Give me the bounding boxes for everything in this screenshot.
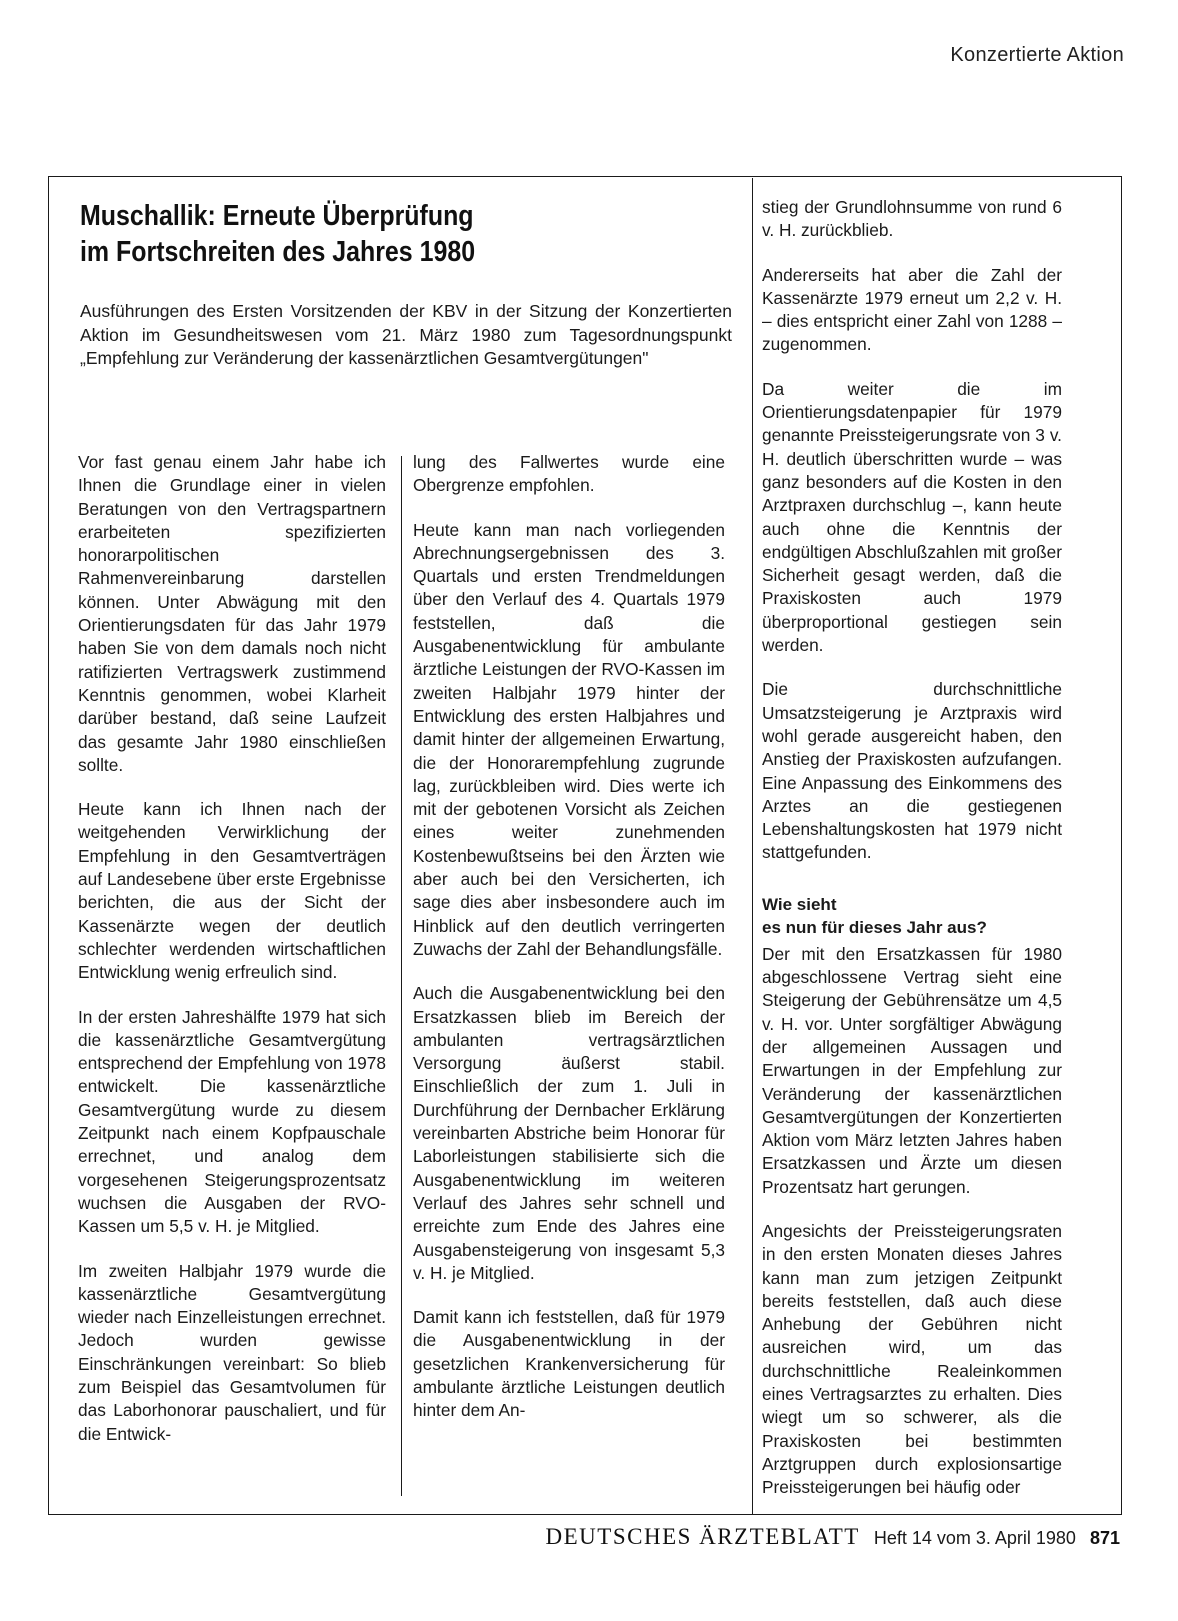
paragraph: stieg der Grundlohnsumme von rund 6 v. H. zurückblieb. <box>762 197 1062 241</box>
title-line-2: im Fortschreiten des Jahres 1980 <box>80 236 476 268</box>
article-title <box>80 198 630 270</box>
issue-info: Heft 14 vom 3. April 1980 <box>873 1528 1076 1548</box>
paragraph: Angesichts der Preissteigerungsraten in den ersten Monaten dieses Jahres kann man zum jetzigen Zeitpunkt bereits feststellen, daß auch diese Anhebung der Gebühren nicht ausreichen wird, um das durchschnittliche Realeinkommen eines Vertragsarztes zu erhalten. Dies wiegt um so schwerer, als die Praxiskosten bei bestimmten Arztgruppen durch explosionsartige Preissteigerungen bei häufig oder <box>762 1220 1062 1498</box>
paragraph: Im zweiten Halbjahr 1979 wurde die kassenärztliche Gesamtvergütung wieder nach Einzelleistungen errechnet. Jedoch wurden gewisse Einschränkungen vereinbart: So blieb zum Beispiel das Gesamtvolumen für das Laborhonorar pauschaliert, und für die Entwick- <box>78 1260 386 1444</box>
title-line-1: Muschallik: Erneute Überprüfung <box>80 200 474 232</box>
paragraph: Auch die Ausgabenentwicklung bei den Ersatzkassen blieb im Bereich der ambulanten vertragsärztlichen Versorgung äußerst stabil. Einschließlich der zum 1. Juli in Durchführung der Dernbacher Erklärung vereinbarten Abstriche beim Honorar für Laborleistungen stabilisierte sich die Ausgabenentwicklung im weiteren Verlauf des Jahres sehr schnell und erreichte zum Ende des Jahres eine Ausgabensteigerung von insgesamt 5,3 v. H. je Mitglied. <box>413 983 725 1283</box>
section-label: Konzertierte Aktion <box>950 44 1124 66</box>
subheading <box>762 893 1062 939</box>
paragraph: Andererseits hat aber die Zahl der Kassenärzte 1979 erneut um 2,2 v. H. – dies entspricht einer Zahl von 1288 – zugenommen. <box>762 264 1062 355</box>
article-lead: Ausführungen des Ersten Vorsitzenden der KBV in der Sitzung der Konzertierten Aktion im Gesundheitswesen vom 21. März 1980 zum Tagesordnungspunkt „Empfehlung zur Veränderung der kassenärztlichen Gesamtvergütungen" <box>80 301 732 368</box>
page-number: 871 <box>1089 1528 1120 1548</box>
paragraph: Heute kann man nach vorliegenden Abrechnungsergebnissen des 3. Quartals und ersten Trendmeldungen über den Verlauf des 4. Quartals 1979 feststellen, daß die Ausgabenentwicklung für ambulante ärztliche Leistungen der RVO-Kassen im zweiten Halbjahr 1979 hinter der Entwicklung des ersten Halbjahres und damit hinter der allgemeinen Erwartung, die der Honorarempfehlung zugrunde lag, zurückbleiben wird. Dies werte ich mit der gebotenen Vorsicht als Zeichen eines weiter zunehmenden Kostenbewußtseins bei den Ärzten wie aber auch bei den Versicherten, ich sage dies aber insbesondere auch im Hinblick auf den deutlich verringerten Zuwachs der Zahl der Behandlungsfälle. <box>413 519 725 959</box>
paragraph: Die durchschnittliche Umsatzsteigerung je Arztpraxis wird wohl gerade ausgereicht haben, den Anstieg der Praxiskosten aufzufangen. Eine Anpassung des Einkommens des Arztes an die gestiegenen Lebenshaltungskosten hat 1979 nicht stattgefunden. <box>762 679 1062 863</box>
text-column-2 <box>413 451 725 1444</box>
journal-name: DEUTSCHES ÄRZTEBLATT <box>545 1524 860 1549</box>
text-column-3 <box>762 196 1062 1521</box>
paragraph: In der ersten Jahreshälfte 1979 hat sich die kassenärztliche Gesamtvergütung entsprechend der Empfehlung von 1978 entwickelt. Die kassenärztliche Gesamtvergütung wurde zu diesem Zeitpunkt nach einem Kopfpauschale errechnet, und analog dem vorgesehenen Steigerungsprozentsatz wuchsen die Ausgaben der RVO-Kassen um 5,5 v. H. je Mitglied. <box>78 1006 386 1237</box>
column-divider <box>752 178 753 1514</box>
paragraph: Der mit den Ersatzkassen für 1980 abgeschlossene Vertrag sieht eine Steigerung der Gebührensätze um 4,5 v. H. vor. Unter sorgfältiger Abwägung der allgemeinen Aussagen und Erwartungen in der Empfehlung zur Veränderung der kassenärztlichen Gesamtvergütungen der Konzertierten Aktion vom März letzten Jahres haben Ersatzkassen und Ärzte um diesen Prozentsatz hart gerungen. <box>762 943 1062 1197</box>
column-divider <box>401 456 402 1496</box>
paragraph: Da weiter die im Orientierungsdatenpapier für 1979 genannte Preissteigerungsrate von 3 v. H. deutlich überschritten wurde – was ganz besonders auf die Kosten in den Arztpraxen durchschlug –, kann heute auch ohne die Kenntnis der endgültigen Abschlußzahlen mit großer Sicherheit gesagt werden, daß die Praxiskosten auch 1979 überproportional gestiegen sein werden. <box>762 378 1062 656</box>
subheading-line-2: es nun für dieses Jahr aus? <box>762 917 987 937</box>
paragraph: Vor fast genau einem Jahr habe ich Ihnen die Grundlage einer in vielen Beratungen von den Vertragspartnern erarbeiteten spezifizierten honorarpolitischen Rahmenvereinbarung darstellen können. Unter Abwägung mit den Orientierungsdaten für das Jahr 1979 haben Sie von dem damals noch nicht ratifizierten Vertragswerk zustimmend Kenntnis genommen, wobei Klarheit darüber bestand, daß seine Laufzeit das gesamte Jahr 1980 einschließen sollte. <box>78 452 386 775</box>
paragraph: Heute kann ich Ihnen nach der weitgehenden Verwirklichung der Empfehlung in den Gesamtverträgen auf Landesebene über erste Ergebnisse berichten, die aus der Sicht der Kassenärzte wegen der deutlich schlechter werdenden wirtschaftlichen Entwicklung wenig erfreulich sind. <box>78 799 386 983</box>
subheading-line-1: Wie sieht <box>762 894 837 914</box>
paragraph: lung des Fallwertes wurde eine Obergrenze empfohlen. <box>413 452 725 496</box>
paragraph: Damit kann ich feststellen, daß für 1979 die Ausgabenentwicklung in der gesetzlichen Krankenversicherung für ambulante ärztliche Leistungen deutlich hinter dem An- <box>413 1307 725 1421</box>
text-column-1 <box>78 451 386 1467</box>
page-footer <box>546 1524 1120 1550</box>
